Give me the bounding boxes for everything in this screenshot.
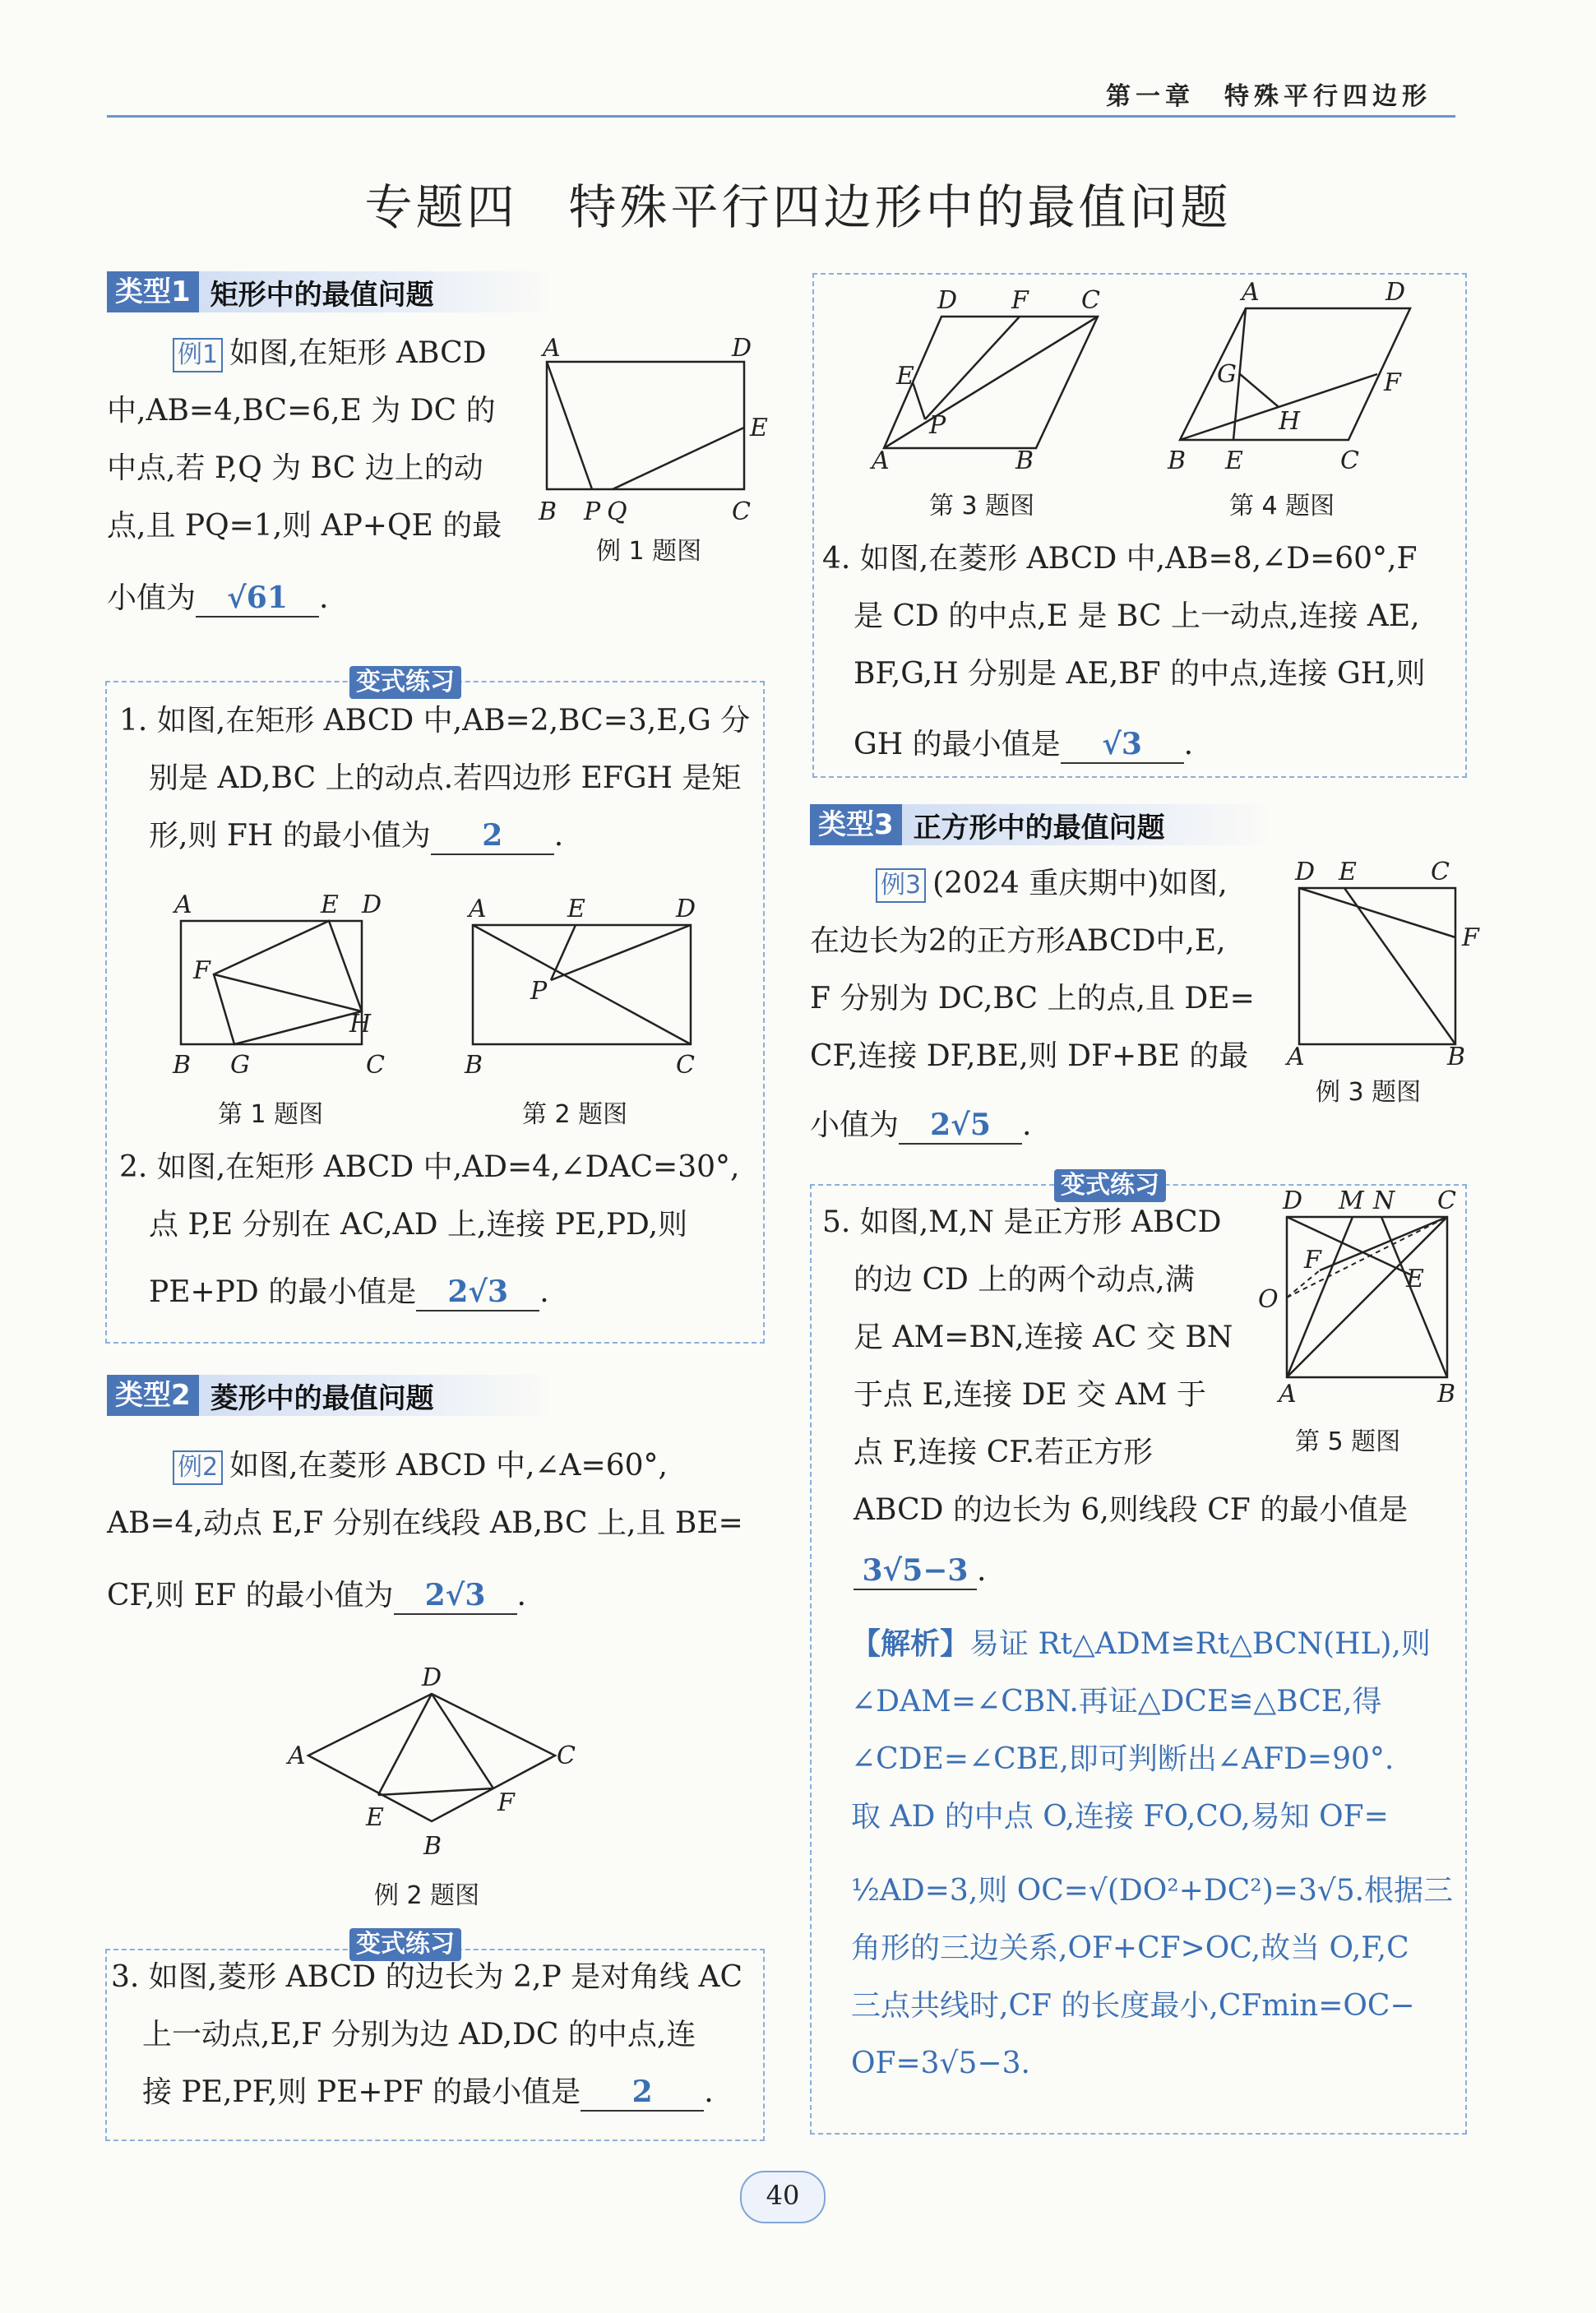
- text-line: 5. 如图,M,N 是正方形 ABCD: [822, 1205, 1222, 1239]
- text-line: OF=3√5−3.: [851, 2047, 1030, 2080]
- svg-text:F: F: [1384, 368, 1401, 397]
- svg-text:P: P: [929, 411, 946, 440]
- text-line: 角形的三边关系,OF+CF>OC,故当 O,F,C: [851, 1931, 1409, 1965]
- svg-text:C: C: [732, 497, 751, 526]
- type-tag: 类型3: [810, 804, 902, 845]
- svg-text:C: C: [557, 1742, 576, 1770]
- text-line: 别是 AD,BC 上的动点.若四边形 EFGH 是矩: [149, 761, 742, 795]
- svg-text:E: E: [1406, 1265, 1424, 1293]
- example1-text: 例1 如图,在矩形 ABCD 中,AB=4,BC=6,E 为 DC 的 中点,若 P,Q 为 BC 边上的动 点,且 PQ=1,则 AP+QE 的最 小值为 √61 .: [107, 325, 534, 627]
- svg-text:D: D: [937, 286, 958, 315]
- chapter-header: 第一章 特殊平行四边形: [1106, 82, 1432, 111]
- svg-text:C: C: [1340, 446, 1359, 475]
- problem4-figure: [1155, 275, 1435, 473]
- svg-text:Q: Q: [607, 497, 627, 526]
- example-label: 例3: [876, 868, 926, 903]
- figure-caption: 第 5 题图: [1295, 1427, 1401, 1456]
- svg-text:E: E: [896, 362, 914, 391]
- figure-caption: 例 3 题图: [1316, 1078, 1422, 1107]
- problem5-figure: [1250, 1187, 1464, 1422]
- answer-blank: 2√3: [394, 1577, 517, 1615]
- svg-text:A: A: [288, 1742, 306, 1770]
- page-number: 40: [740, 2171, 826, 2223]
- text-line: 三点共线时,CF 的长度最小,CFmin=OC−: [851, 1989, 1415, 2023]
- svg-text:F: F: [193, 956, 210, 985]
- svg-text:C: C: [366, 1051, 385, 1080]
- svg-text:P: P: [530, 977, 548, 1006]
- svg-text:D: D: [1386, 278, 1406, 307]
- svg-text:B: B: [465, 1051, 483, 1080]
- figure-caption: 例 2 题图: [374, 1881, 480, 1910]
- text-line: CF,连接 DF,BE,则 DF+BE 的最: [810, 1039, 1249, 1073]
- text-line: CF,则 EF 的最小值为: [107, 1579, 394, 1612]
- text-line: 1. 如图,在矩形 ABCD 中,AB=2,BC=3,E,G 分: [119, 704, 751, 738]
- section-type3: [810, 804, 1270, 845]
- section-title: 菱形中的最值问题: [210, 1381, 434, 1415]
- svg-text:B: B: [1447, 1043, 1466, 1071]
- type-tag: 类型1: [107, 271, 199, 312]
- text-line: 小值为: [107, 581, 197, 615]
- svg-text:E: E: [366, 1803, 384, 1832]
- problem2-figure: [460, 892, 707, 1089]
- svg-text:F: F: [1462, 923, 1479, 952]
- svg-text:C: C: [1437, 1187, 1456, 1215]
- svg-text:D: D: [1295, 858, 1316, 886]
- analysis-text: [851, 1616, 1460, 2093]
- text-line: 4. 如图,在菱形 ABCD 中,AB=8,∠D=60°,F: [822, 542, 1418, 576]
- header-rule: [107, 115, 1455, 118]
- svg-text:P: P: [584, 497, 601, 526]
- svg-text:D: D: [362, 891, 382, 919]
- svg-text:H: H: [1279, 407, 1301, 436]
- svg-text:E: E: [1225, 446, 1243, 475]
- svg-text:F: F: [1304, 1246, 1321, 1274]
- problem1-figure: [164, 892, 395, 1089]
- practice-label: 变式练习: [349, 1928, 461, 1961]
- text-line: 小值为: [810, 1108, 900, 1142]
- figure-caption: 第 2 题图: [522, 1100, 628, 1129]
- answer-blank: 2: [431, 817, 554, 855]
- svg-text:E: E: [321, 891, 339, 919]
- text-line: 点,且 PQ=1,则 AP+QE 的最: [107, 509, 502, 543]
- text-line: 点 F,连接 CF.若正方形: [854, 1436, 1154, 1469]
- svg-text:C: C: [1081, 286, 1100, 315]
- svg-text:O: O: [1258, 1285, 1279, 1314]
- text-line: ∠CDE=∠CBE,即可判断出∠AFD=90°.: [851, 1742, 1395, 1776]
- text-line: 中,AB=4,BC=6,E 为 DC 的: [107, 394, 496, 428]
- svg-text:N: N: [1373, 1187, 1395, 1215]
- text-line: BF,G,H 分别是 AE,BF 的中点,连接 GH,则: [854, 657, 1426, 691]
- answer-blank: √61: [196, 580, 319, 618]
- text-line: 易证 Rt△ADM≌Rt△BCN(HL),则: [969, 1627, 1431, 1661]
- svg-text:D: D: [732, 334, 752, 363]
- svg-text:B: B: [1168, 446, 1187, 475]
- svg-text:M: M: [1339, 1187, 1364, 1215]
- problem3-figure: [863, 284, 1143, 473]
- example2-text: 例2 如图,在菱形 ABCD 中,∠A=60°, AB=4,动点 E,F 分别在线段 AB,BC 上,且 BE= CF,则 EF 的最小值为 2√3 .: [107, 1437, 765, 1625]
- svg-text:E: E: [567, 895, 585, 923]
- svg-text:C: C: [676, 1051, 695, 1080]
- text-line: 于点 E,连接 DE 交 AM 于: [854, 1378, 1206, 1412]
- svg-text:A: A: [872, 446, 890, 475]
- section-type1: [107, 271, 551, 312]
- section-type2: [107, 1375, 551, 1416]
- text-line: (2024 重庆期中)如图,: [932, 867, 1228, 900]
- text-line: PE+PD 的最小值是: [149, 1275, 417, 1309]
- answer-blank: √3: [1061, 726, 1184, 764]
- svg-text:G: G: [1217, 360, 1237, 389]
- answer-blank: 3√5−3: [854, 1552, 977, 1590]
- svg-text:B: B: [1015, 446, 1034, 475]
- text-line: F 分别为 DC,BC 上的点,且 DE=: [810, 982, 1255, 1015]
- example-label: 例2: [173, 1450, 223, 1485]
- svg-text:D: D: [422, 1663, 442, 1692]
- text-line: 足 AM=BN,连接 AC 交 BN: [854, 1321, 1233, 1354]
- figure-caption: 第 4 题图: [1229, 492, 1335, 520]
- problem1-text: 1. 如图,在矩形 ABCD 中,AB=2,BC=3,E,G 分 别是 AD,BC 上的动点.若四边形 EFGH 是矩 形,则 FH 的最小值为 2 .: [119, 692, 761, 865]
- problem5-text: 5. 如图,M,N 是正方形 ABCD 的边 CD 上的两个动点,满 足 AM=BN,连接 AC 交 BN 于点 E,连接 DE 交 AM 于 点 F,连接 CF.若正方形 ABCD 的边长为 6,则线段 CF 的最小值是 3√5−3 .: [822, 1194, 1283, 1600]
- svg-text:E: E: [750, 414, 768, 442]
- text-line: 中点,若 P,Q 为 BC 边上的动: [107, 451, 483, 485]
- svg-text:B: B: [1437, 1380, 1456, 1409]
- text-line: 接 PE,PF,则 PE+PF 的最小值是: [142, 2075, 581, 2109]
- type-tag: 类型2: [107, 1375, 199, 1416]
- answer-blank: 2√3: [416, 1274, 539, 1311]
- text-line: AB=4,动点 E,F 分别在线段 AB,BC 上,且 BE=: [107, 1506, 743, 1540]
- text-line: ½AD=3,则 OC=√(DO²+DC²)=3√5.根据三: [851, 1874, 1454, 1908]
- example3-text: 例3 (2024 重庆期中)如图, 在边长为2的正方形ABCD中,E, F 分别为 DC,BC 上的点,且 DE= CF,连接 DF,BE,则 DF+BE 的最 小值为 2√5 .: [810, 855, 1270, 1154]
- analysis-label: 【解析】: [851, 1627, 970, 1661]
- svg-text:A: A: [174, 891, 192, 919]
- text-line: GH 的最小值是: [854, 728, 1061, 761]
- svg-text:G: G: [230, 1051, 250, 1080]
- problem3-text: 3. 如图,菱形 ABCD 的边长为 2,P 是对角线 AC 上一动点,E,F 分别为边 AD,DC 的中点,连 接 PE,PF,则 PE+PF 的最小值是 2 .: [111, 1949, 761, 2121]
- text-line: 的边 CD 上的两个动点,满: [854, 1263, 1195, 1297]
- text-line: 如图,在菱形 ABCD 中,∠A=60°,: [229, 1449, 668, 1483]
- answer-blank: 2: [581, 2074, 704, 2112]
- text-line: 在边长为2的正方形ABCD中,E,: [810, 924, 1226, 958]
- section-title: 正方形中的最值问题: [913, 811, 1165, 844]
- practice-label: 变式练习: [349, 666, 461, 699]
- svg-text:D: D: [676, 895, 696, 923]
- example-label: 例1: [173, 338, 223, 372]
- text-line: ∠DAM=∠CBN.再证△DCE≌△BCE,得: [851, 1685, 1382, 1719]
- text-line: 上一动点,E,F 分别为边 AD,DC 的中点,连: [142, 2018, 696, 2052]
- figure-caption: 第 3 题图: [929, 492, 1035, 520]
- text-line: 2. 如图,在矩形 ABCD 中,AD=4,∠DAC=30°,: [119, 1150, 740, 1184]
- svg-text:D: D: [1283, 1187, 1303, 1215]
- text-line: ABCD 的边长为 6,则线段 CF 的最小值是: [854, 1493, 1409, 1527]
- example1-figure: [534, 329, 768, 534]
- svg-text:A: A: [1279, 1380, 1297, 1409]
- svg-text:E: E: [1339, 858, 1357, 886]
- answer-blank: 2√5: [899, 1107, 1022, 1145]
- practice-label: 变式练习: [1054, 1169, 1166, 1202]
- figure-caption: 例 1 题图: [596, 537, 702, 566]
- problem2-text: 2. 如图,在矩形 ABCD 中,AD=4,∠DAC=30°, 点 P,E 分别在 AC,AD 上,连接 PE,PD,则 PE+PD 的最小值是 2√3 .: [119, 1139, 761, 1321]
- text-line: 形,则 FH 的最小值为: [149, 819, 431, 853]
- svg-text:F: F: [497, 1788, 515, 1817]
- text-line: 如图,在矩形 ABCD: [229, 336, 487, 370]
- figure-caption: 第 1 题图: [218, 1100, 324, 1129]
- svg-text:B: B: [539, 497, 557, 526]
- svg-text:A: A: [469, 895, 487, 923]
- svg-text:A: A: [543, 334, 561, 363]
- example2-figure: [284, 1657, 588, 1871]
- svg-text:B: B: [173, 1051, 192, 1080]
- page-title: 专题四 特殊平行四边形中的最值问题: [364, 179, 1232, 235]
- svg-text:A: A: [1287, 1043, 1305, 1071]
- text-line: 点 P,E 分别在 AC,AD 上,连接 PE,PD,则: [149, 1208, 688, 1242]
- svg-text:A: A: [1242, 278, 1260, 307]
- svg-text:H: H: [349, 1010, 372, 1039]
- svg-text:C: C: [1431, 858, 1450, 886]
- svg-text:B: B: [423, 1832, 442, 1861]
- text-line: 3. 如图,菱形 ABCD 的边长为 2,P 是对角线 AC: [111, 1960, 743, 1994]
- section-title: 矩形中的最值问题: [210, 278, 434, 312]
- example3-figure: [1283, 855, 1480, 1069]
- svg-text:F: F: [1011, 286, 1029, 315]
- problem4-text: 4. 如图,在菱形 ABCD 中,AB=8,∠D=60°,F 是 CD 的中点,E 是 BC 上一动点,连接 AE, BF,G,H 分别是 AE,BF 的中点,连接 GH,则 GH 的最小值是 √3 .: [822, 530, 1464, 774]
- text-line: 取 AD 的中点 O,连接 FO,CO,易知 OF=: [851, 1800, 1389, 1834]
- text-line: 是 CD 的中点,E 是 BC 上一动点,连接 AE,: [854, 599, 1420, 633]
